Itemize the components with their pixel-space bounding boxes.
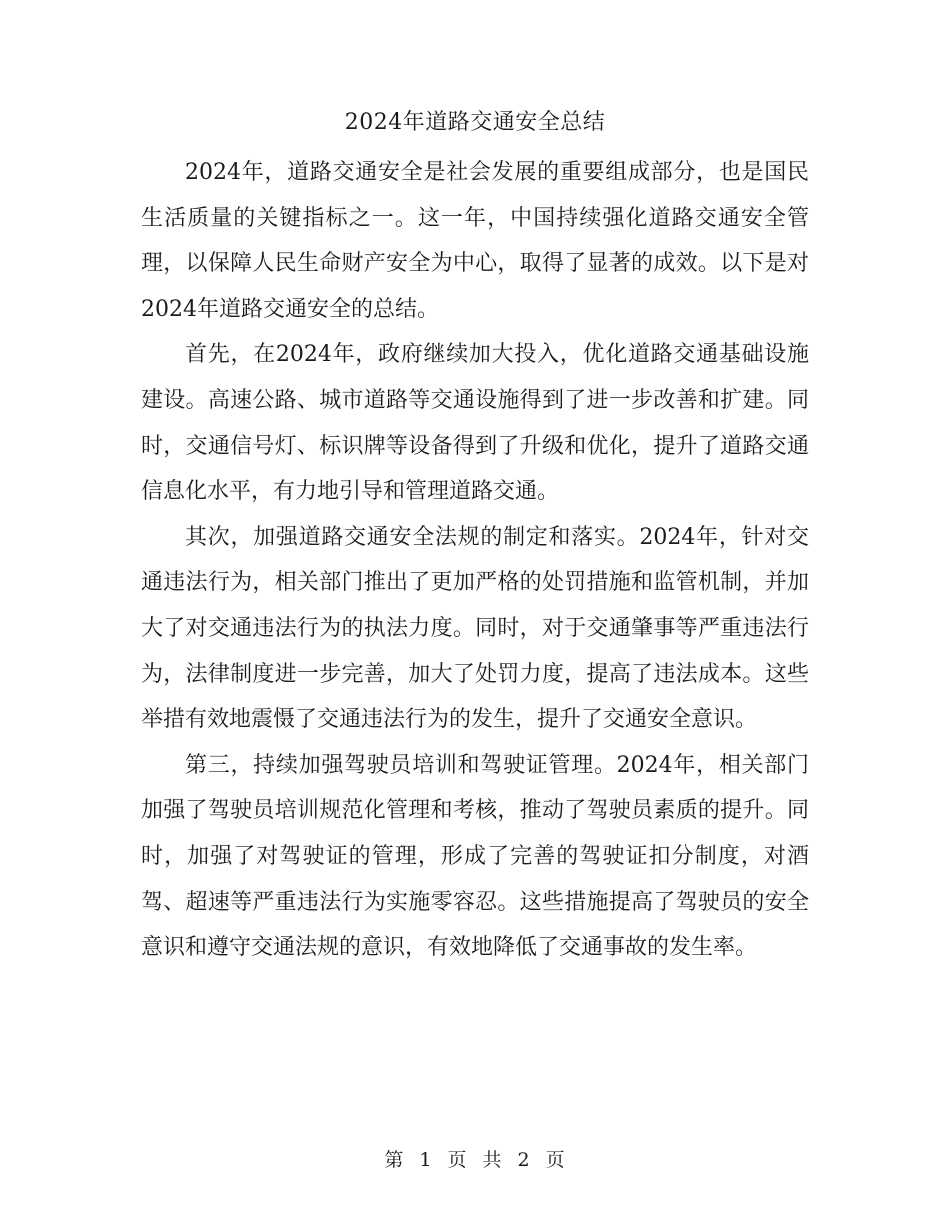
page-number-footer: 第 1 页 共 2 页 (384, 1149, 566, 1171)
document-body (141, 150, 809, 971)
paragraph-regulations: 其次，加强道路交通安全法规的制定和落实。2024年，针对交通违法行为，相关部门推出了更加严格的处罚措施和监管机制，并加大了对交通违法行为的执法力度。同时，对于交通肇事等严重违法行为，法律制度进一步完善，加大了处罚力度，提高了违法成本。这些举措有效地震慑了交通违法行为的发生，提升了交通安全意识。 (141, 524, 809, 733)
document-title: 2024年道路交通安全总结 (344, 110, 606, 135)
paragraph-infrastructure: 首先，在2024年，政府继续加大投入，优化道路交通基础设施建设。高速公路、城市道路等交通设施得到了进一步改善和扩建。同时，交通信号灯、标识牌等设备得到了升级和优化，提升了道路交通信息化水平，有力地引导和管理道路交通。 (141, 342, 809, 505)
paragraph-intro: 2024年，道路交通安全是社会发展的重要组成部分，也是国民生活质量的关键指标之一。这一年，中国持续强化道路交通安全管理，以保障人民生命财产安全为中心，取得了显著的成效。以下是对2024年道路交通安全的总结。 (141, 160, 809, 322)
paragraph-driver-training: 第三，持续加强驾驶员培训和驾驶证管理。2024年，相关部门加强了驾驶员培训规范化管理和考核，推动了驾驶员素质的提升。同时，加强了对驾驶证的管理，形成了完善的驾驶证扣分制度，对酒驾、超速等严重违法行为实施零容忍。这些措施提高了驾驶员的安全意识和遵守交通法规的意识，有效地降低了交通事故的发生率。 (141, 752, 809, 961)
